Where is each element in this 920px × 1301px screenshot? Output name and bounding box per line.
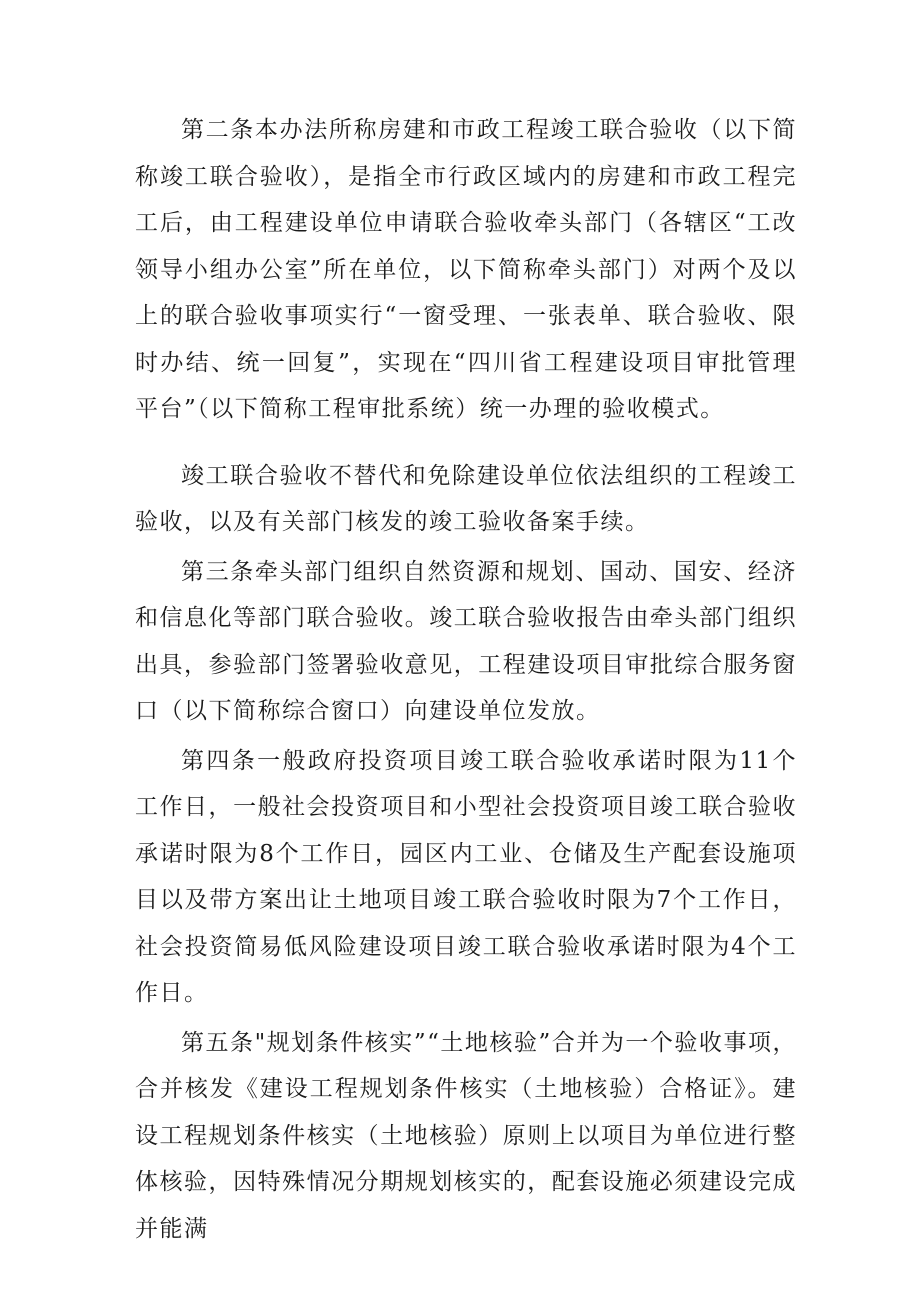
paragraph-article-2: 第二条本办法所称房建和市政工程竣工联合验收（以下简称竣工联合验收），是指全市行政区域内的房建和市政工程完工后，由工程建设单位申请联合验收牵头部门（各辖区“工改领导小组办公室”所在单位，以下简称牵头部门）对两个及以上的联合验收事项实行“一窗受理、一张表单、联合验收、限时办结、统一回复”，实现在“四川省工程建设项目审批管理平台”（以下简称工程审批系统）统一办理的验收模式。 <box>135 117 797 422</box>
paragraph-article-4: 第四条一般政府投资项目竣工联合验收承诺时限为11个工作日，一般社会投资项目和小型社会投资项目竣工联合验收承诺时限为8个工作日，园区内工业、仓储及生产配套设施项目以及带方案出让土地项目竣工联合验收时限为7个工作日，社会投资简易低风险建设项目竣工联合验收承诺时限为4个工作日。 <box>135 747 797 1006</box>
paragraph-article-3: 第三条牵头部门组织自然资源和规划、国动、国安、经济和信息化等部门联合验收。竣工联合验收报告由牵头部门组织出具，参验部门签署验收意见，工程建设项目审批综合服务窗口（以下简称综合窗口）向建设单位发放。 <box>135 558 797 724</box>
paragraph-article-2-note: 竣工联合验收不替代和免除建设单位依法组织的工程竣工验收，以及有关部门核发的竣工验收备案手续。 <box>135 462 797 535</box>
paragraph-article-5: 第五条"规划条件核实”“土地核验”合并为一个验收事项，合并核发《建设工程规划条件核实（土地核验）合格证》。建设工程规划条件核实（土地核验）原则上以项目为单位进行整体核验，因特殊情况分期规划核实的，配套设施必须建设完成并能满 <box>135 1029 797 1242</box>
document-body <box>135 107 797 1252</box>
